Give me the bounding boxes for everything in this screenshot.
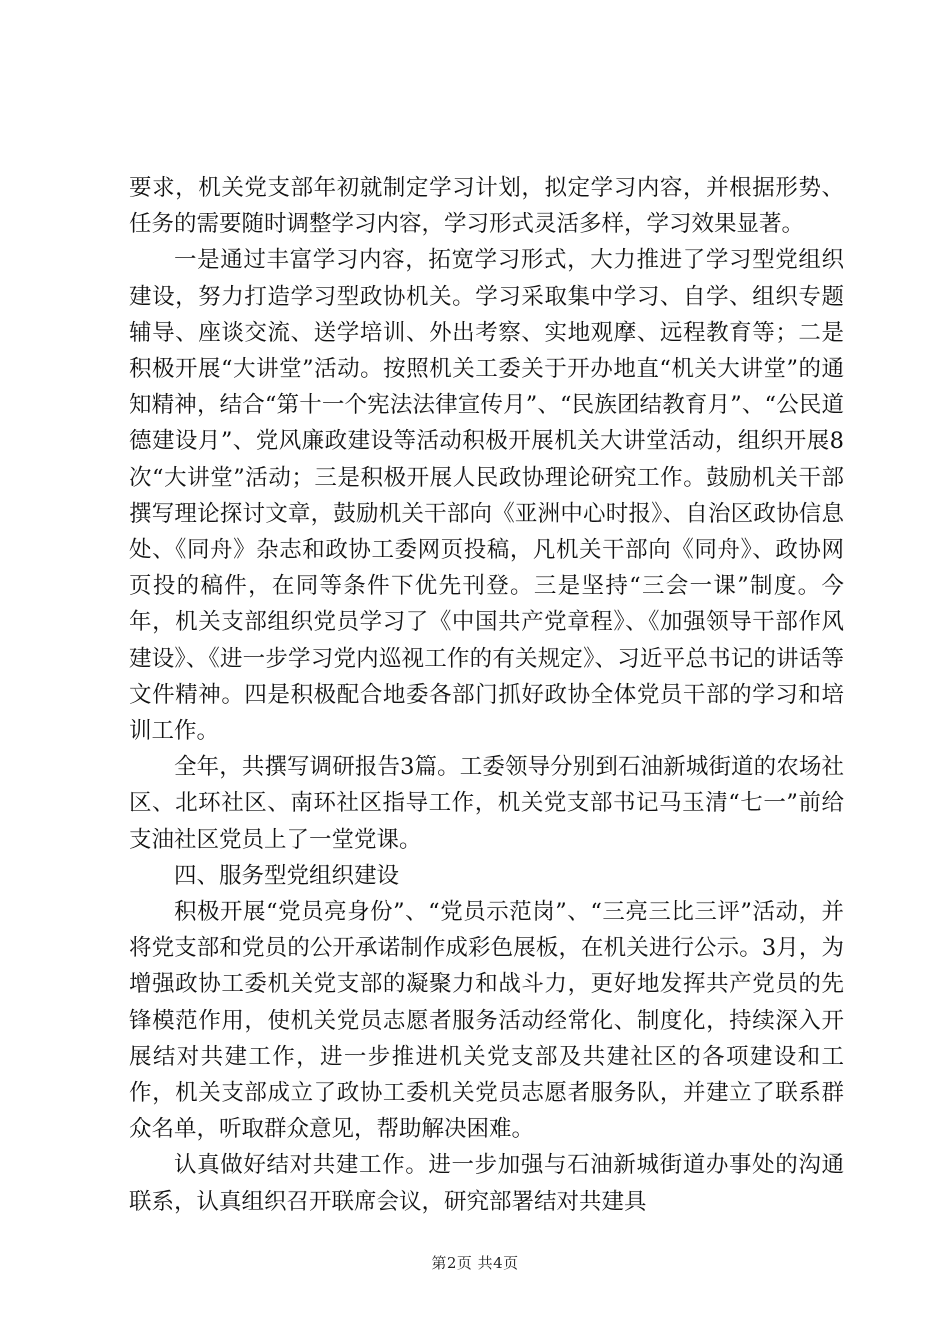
section-heading: 四、服务型党组织建设 [174,862,400,889]
paragraph: 全年，共撰写调研报告3篇。工委领导分别到石油新城街道的农场社区、北环社区、南环社区指导工作，机关党支部书记马玉清“七一”前给支油社区党员上了一堂党课。 [129,754,844,853]
paragraph: 积极开展“党员亮身份”、“党员示范岗”、“三亮三比三评”活动，并将党支部和党员的公开承诺制作成彩色展板，在机关进行公示。3月，为增强政协工委机关党支部的凝聚力和战斗力，更好地发挥共产党员的先锋模范作用，使机关党员志愿者服务活动经常化、制度化，持续深入开展结对共建工作，进一步推进机关党支部及共建社区的各项建设和工作，机关支部成立了政协工委机关党员志愿者服务队，并建立了联系群众名单，听取群众意见，帮助解决困难。 [129,899,844,1143]
paragraph: 一是通过丰富学习内容，拓宽学习形式，大力推进了学习型党组织建设，努力打造学习型政协机关。学习采取集中学习、自学、组织专题辅导、座谈交流、送学培训、外出考察、实地观摩、远程教育等；二是积极开展“大讲堂”活动。按照机关工委关于开办地直“机关大讲堂”的通知精神，结合“第十一个宪法法律宣传月”、“民族团结教育月”、“公民道德建设月”、党风廉政建设等活动积极开展机关大讲堂活动，组织开展8次“大讲堂”活动；三是积极开展人民政协理论研究工作。鼓励机关干部撰写理论探讨文章，鼓励机关干部向《亚洲中心时报》、自治区政协信息处、《同舟》杂志和政协工委网页投稿，凡机关干部向《同舟》、政协网页投的稿件，在同等条件下优先刊登。三是坚持“三会一课”制度。今年，机关支部组织党员学习了《中国共产党章程》、《加强领导干部作风建设》、《进一步学习党内巡视工作的有关规定》、习近平总书记的讲话等文件精神。四是积极配合地委各部门抓好政协全体党员干部的学习和培训工作。 [129,247,844,745]
paragraph: 认真做好结对共建工作。进一步加强与石油新城街道办事处的沟通联系，认真组织召开联席会议，研究部署结对共建具 [129,1152,844,1215]
paragraph: 要求，机关党支部年初就制定学习计划，拟定学习内容，并根据形势、任务的需要随时调整学习内容，学习形式灵活多样，学习效果显著。 [129,175,844,238]
page-footer: 第2页 共4页 [431,1254,519,1272]
document-body [129,170,844,1220]
